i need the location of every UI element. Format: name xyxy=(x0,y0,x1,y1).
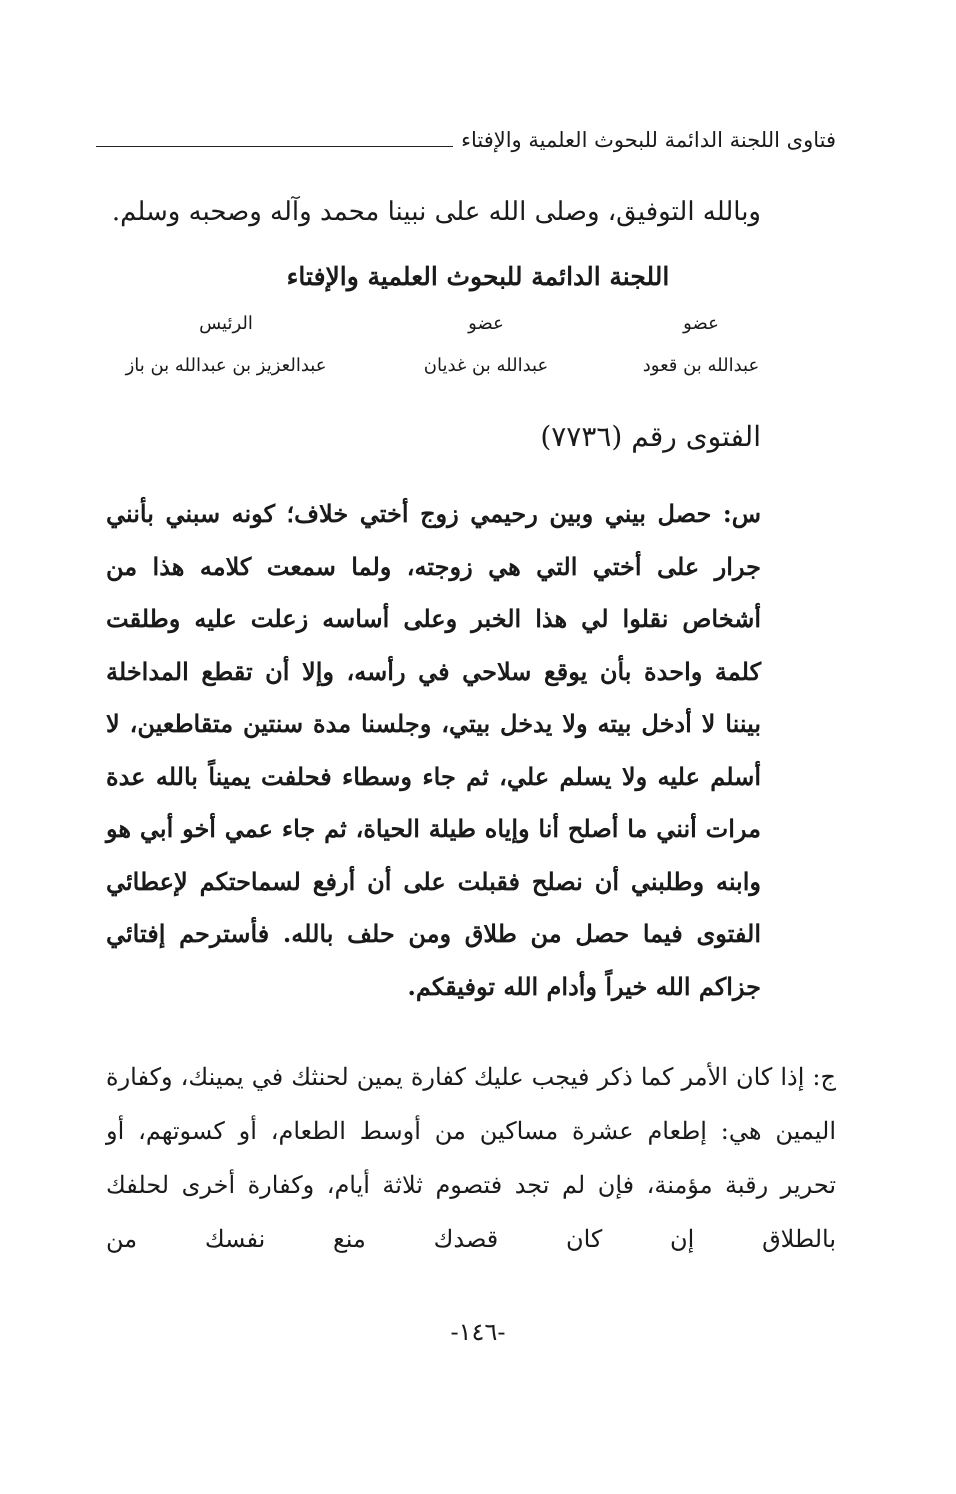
running-head xyxy=(96,128,836,152)
signatory-name: عبدالله بن غديان xyxy=(423,355,549,376)
fatwa-number: الفتوى رقم (٧٧٣٦) xyxy=(540,420,761,453)
running-head-title: فتاوى اللجنة الدائمة للبحوث العلمية والإفتاء xyxy=(461,128,836,152)
running-head-rule xyxy=(96,146,453,147)
signatory-role: عضو xyxy=(683,313,719,334)
question-paragraph: س: حصل بيني وبين رحيمي زوج أختي خلاف؛ كونه سبني بأنني جرار على أختي التي هي زوجته، ولما سمعت كلامه هذا من أشخاص نقلوا لي هذا الخبر وعلى أساسه زعلت عليه وطلقت كلمة واحدة بأن يوقع سلاحي في رأسه، وإلا أن تقطع المداخلة بيننا لا أدخل بيته ولا يدخل بيتي، وجلسنا مدة سنتين متقاطعين، لا أسلم عليه ولا يسلم علي، ثم جاء وسطاء فحلفت يميناً بالله عدة مرات أنني ما أصلح أنا وإياه طيلة الحياة، ثم جاء عمي أخو أبي هو وابنه وطلبني أن نصلح فقبلت على أن أرفع لسماحتكم لإعطائي الفتوى فيما حصل من طلاق ومن حلف بالله. فأسترحم إفتائي جزاكم الله خيراً وأدام الله توفيقكم. xyxy=(106,499,762,1001)
signatory-role: الرئيس xyxy=(199,313,253,334)
signatory-2 xyxy=(406,310,566,380)
committee-title: اللجنة الدائمة للبحوث العلمية والإفتاء xyxy=(286,262,670,291)
signatory-name: عبدالله بن قعود xyxy=(642,355,760,376)
signatures-block xyxy=(0,310,956,400)
signatory-name: عبدالعزيز بن عبدالله بن باز xyxy=(125,355,327,376)
signatory-3 xyxy=(106,310,346,380)
signatory-1 xyxy=(626,310,776,380)
answer-paragraph: ج: إذا كان الأمر كما ذكر فيجب عليك كفارة يمين لحنثك في يمينك، وكفارة اليمين هي: إطعام عشرة مساكين من أوسط الطعام، أو كسوتهم، أو تحرير رقبة مؤمنة، فإن لم تجد فتصوم ثلاثة أيام، وكفارة أخرى لحلفك بالطلاق إن كان قصدك منع نفسك من xyxy=(106,1063,836,1253)
signatory-role: عضو xyxy=(468,313,504,334)
page-number: -١٤٦- xyxy=(450,1318,506,1346)
closing-line: وبالله التوفيق، وصلى الله على نبينا محمد وآله وصحبه وسلم. xyxy=(111,197,761,227)
